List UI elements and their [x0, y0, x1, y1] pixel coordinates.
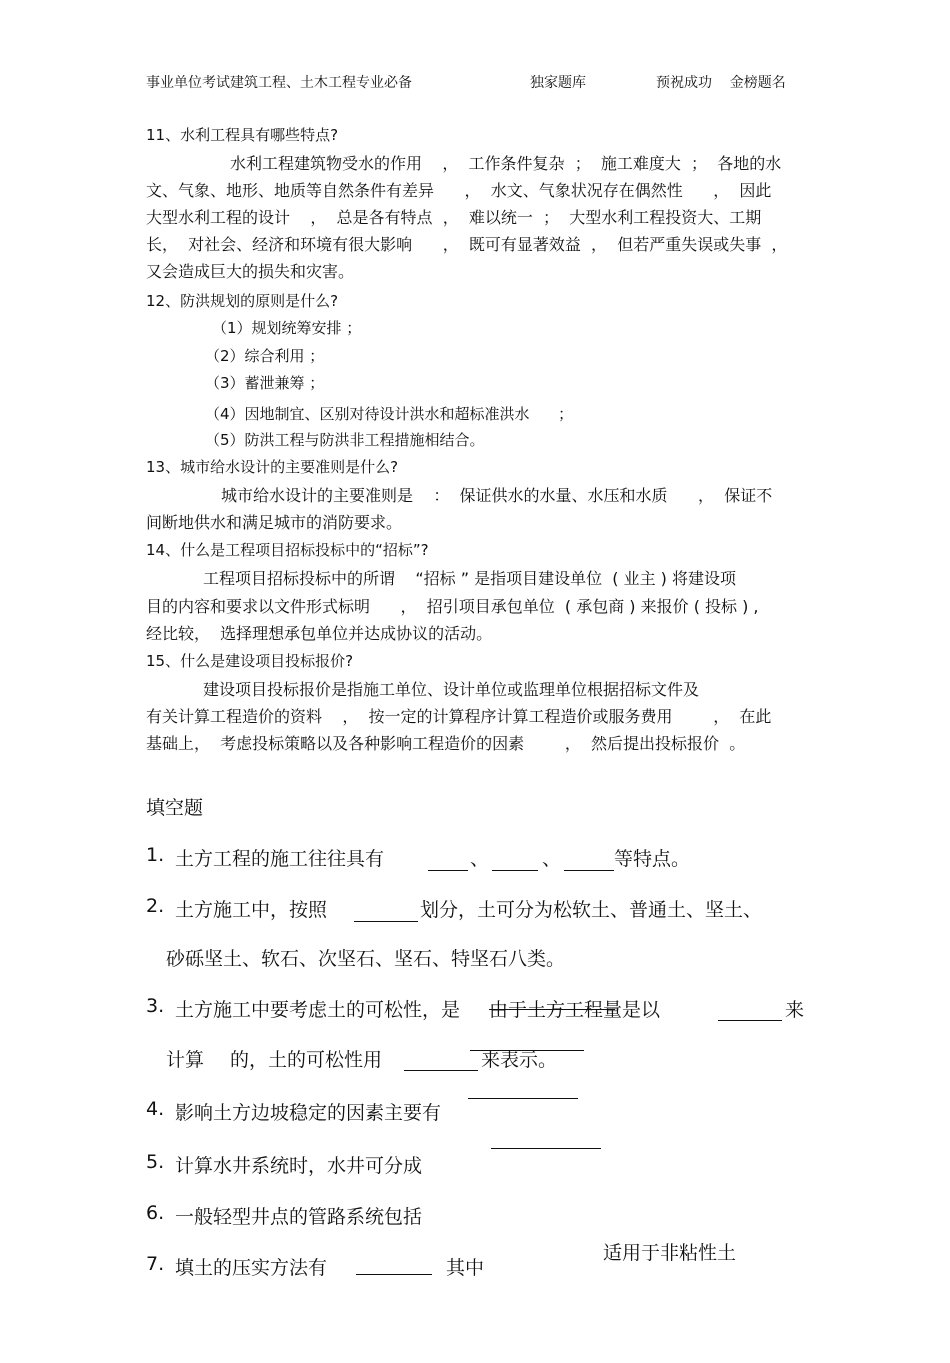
fill-q5-number: 5. — [146, 1151, 165, 1173]
blank-line — [564, 870, 614, 871]
principle-item: （2）综合利用 ； — [205, 347, 325, 365]
answer-14-line: 工程项目招标投标中的所谓 “招标 ” 是指项目建设单位 ( 业主 ) 将建设项 — [203, 569, 737, 588]
answer-15-line: 有关计算工程造价的资料 ， 按一定的计算程序计算工程造价或服务费用 ， 在此 — [146, 707, 772, 726]
answer-13-line: 间断地供水和满足城市的消防要求。 — [146, 513, 403, 532]
answer-14-line: 目的内容和要求以文件形式标明 ， 招引项目承包单位 ( 承包商 ) 来报价 ( 投标 ) , — [146, 597, 759, 616]
fill-q7-tail: 适用于非粘性土 — [603, 1242, 737, 1264]
header-left: 事业单位考试建筑工程、土木工程专业必备 — [146, 75, 412, 91]
fill-q5-text: 计算水井系统时，水井可分成 — [175, 1155, 423, 1177]
header-right: 预祝成功 金榜题名 — [656, 75, 786, 91]
separator: 、 — [470, 848, 490, 870]
answer-13-line: 城市给水设计的主要准则是 ： 保证供水的水量、水压和水质 ， 保证不 — [221, 486, 773, 505]
answer-11-line: 长， 对社会、经济和环境有很大影响 ， 既可有显著效益 ， 但若严重失误或失事 ， — [146, 235, 788, 254]
blank-line — [404, 1070, 478, 1071]
answer-11-line: 又会造成巨大的损失和灾害。 — [146, 262, 355, 281]
fill-q4-number: 4. — [146, 1098, 165, 1120]
fill-q3-line2b: 的，土的可松性用 — [230, 1049, 383, 1071]
fill-q2-number: 2. — [146, 895, 165, 917]
principle-item: （3）蓄泄兼筹 ； — [205, 374, 325, 392]
fill-q2-text: 土方施工中，按照 — [175, 899, 328, 921]
fill-q2-tail: 划分，土可分为松软土、普通土、坚土、 — [420, 899, 763, 921]
blank-line — [354, 921, 418, 922]
blank-line — [468, 1098, 578, 1099]
question-12: 12、防洪规划的原则是什么? — [146, 292, 339, 310]
fill-q7-text: 填土的压实方法有 — [175, 1257, 328, 1279]
fill-q1-number: 1. — [146, 844, 165, 866]
answer-11-line: 大型水利工程的设计 ， 总是各有特点 ， 难以统一 ； 大型水利工程投资大、工期 — [146, 208, 762, 227]
fill-q3-struck-text: 由于土方工程量是以 — [489, 999, 661, 1021]
fill-q1-tail: 等特点。 — [614, 848, 691, 870]
fill-q3-tail: 来 — [785, 999, 805, 1021]
blank-line — [492, 870, 538, 871]
answer-15-line: 建设项目投标报价是指施工单位、设计单位或监理单位根据招标文件及 — [203, 680, 700, 699]
fill-q6-number: 6. — [146, 1202, 165, 1224]
fill-q3-line2c: 来表示。 — [481, 1049, 558, 1071]
blank-line — [356, 1274, 432, 1275]
fill-q4-text: 影响土方边坡稳定的因素主要有 — [175, 1102, 442, 1124]
blank-line — [718, 1020, 782, 1021]
blank-line — [470, 1050, 584, 1051]
fill-q6-text: 一般轻型井点的管路系统包括 — [175, 1206, 423, 1228]
answer-11-line: 文、气象、地形、地质等自然条件有差异 ， 水文、气象状况存在偶然性 ， 因此 — [146, 181, 772, 200]
question-11: 11、水利工程具有哪些特点? — [146, 126, 339, 144]
principle-item: （5）防洪工程与防洪非工程措施相结合。 — [205, 431, 485, 449]
fill-q7-mid: 其中 — [446, 1257, 485, 1279]
header-center: 独家题库 — [530, 75, 586, 91]
fill-q7-number: 7. — [146, 1253, 165, 1275]
question-13: 13、城市给水设计的主要准则是什么? — [146, 458, 399, 476]
section-title: 填空题 — [146, 797, 204, 819]
fill-q3-number: 3. — [146, 995, 165, 1017]
principle-item: （1）规划统筹安排 ； — [212, 319, 362, 337]
strike-line — [489, 1009, 615, 1010]
question-14: 14、什么是工程项目招标投标中的“招标”? — [146, 541, 429, 559]
answer-14-line: 经比较， 选择理想承包单位并达成协议的活动。 — [146, 624, 493, 643]
answer-15-line: 基础上， 考虑投标策略以及各种影响工程造价的因素 ， 然后提出投标报价 。 — [146, 734, 746, 753]
question-15: 15、什么是建设项目投标报价? — [146, 652, 354, 670]
blank-line — [428, 870, 468, 871]
principle-item: （4）因地制宜、区别对待设计洪水和超标准洪水 ； — [205, 405, 574, 423]
fill-q3-text: 土方施工中要考虑土的可松性，是 — [175, 999, 461, 1021]
fill-q3-line2a: 计算 — [166, 1049, 205, 1071]
blank-line — [491, 1148, 601, 1149]
fill-q2-line2: 砂砾坚土、软石、次坚石、坚石、特坚石八类。 — [166, 948, 566, 970]
answer-11-line: 水利工程建筑物受水的作用 ， 工作条件复杂 ； 施工难度大 ； 各地的水 — [230, 154, 782, 173]
separator: 、 — [542, 848, 562, 870]
fill-q1-text: 土方工程的施工往往具有 — [175, 848, 385, 870]
